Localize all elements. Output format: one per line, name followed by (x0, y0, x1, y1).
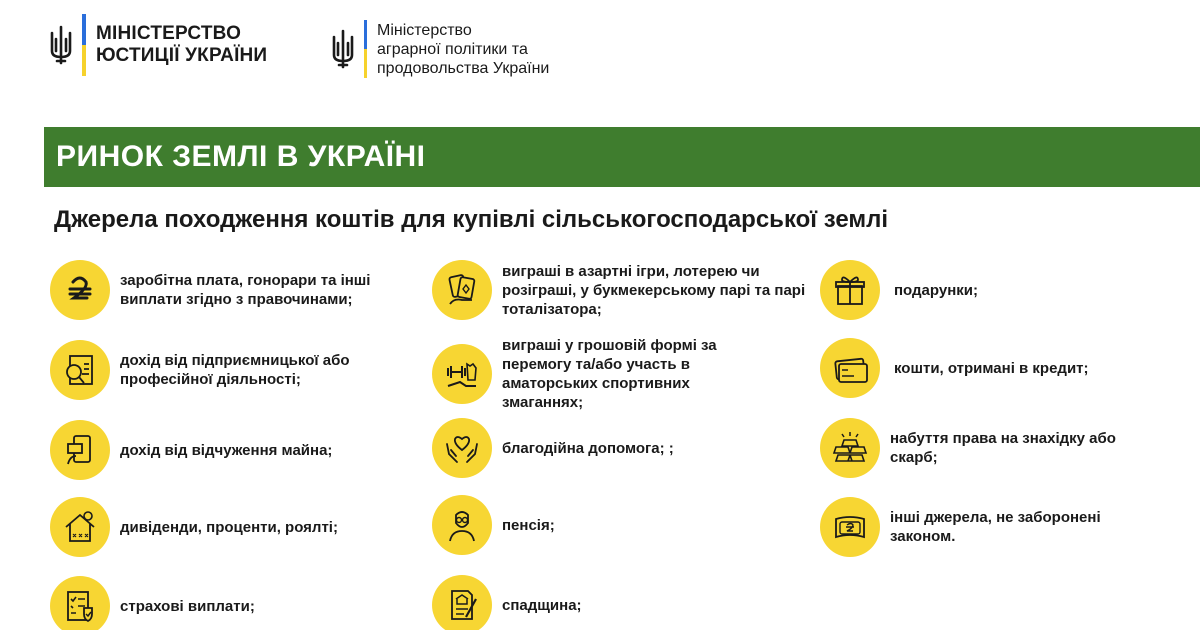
list-item: спадщина; (432, 575, 762, 630)
flag-bar (364, 20, 367, 78)
will-document-icon (432, 575, 492, 630)
list-item: виграші в азартні ігри, лотерею чи розіграші, у букмекерському парі та парі тоталізатора; (432, 260, 812, 320)
list-item: подарунки; (820, 260, 1174, 320)
list-item: страхові виплати; (50, 576, 400, 630)
elderly-person-icon (432, 495, 492, 555)
flag-bar (82, 14, 86, 76)
ministry-justice-name: МІНІСТЕРСТВО ЮСТИЦІЇ УКРАЇНИ (96, 23, 268, 66)
house-growth-icon (50, 497, 110, 557)
title-banner (44, 127, 1200, 187)
list-item: виграші у грошовій формі за перемогу та/або участь в аматорських спортивних змаганнях; (432, 336, 772, 412)
list-item: заробітна плата, гонорари та інші виплати згідно з правочинами; (50, 260, 400, 320)
trident-icon (330, 29, 356, 69)
ministry-agrarian-logo (330, 20, 549, 78)
playing-cards-icon (432, 260, 492, 320)
ministry-justice-logo (48, 14, 267, 76)
credit-card-icon (820, 338, 880, 398)
trident-icon (48, 25, 74, 65)
ministry-agrarian-name: Міністерство аграрної політики та продовольства України (377, 21, 550, 77)
list-item: набуття права на знахідку або скарб; (820, 418, 1140, 478)
list-item: дивіденди, проценти, роялті; (50, 497, 400, 557)
heart-hands-icon (432, 418, 492, 478)
business-document-icon (50, 340, 110, 400)
list-item: кошти, отримані в кредит; (820, 338, 1174, 398)
list-item: пенсія; (432, 495, 762, 555)
banknote-icon (820, 497, 880, 557)
gold-bars-icon (820, 418, 880, 478)
list-item: інші джерела, не заборонені законом. (820, 497, 1150, 557)
list-item: благодійна допомога; ; (432, 418, 762, 478)
insurance-checklist-icon (50, 576, 110, 630)
subtitle: Джерела походження коштів для купівлі сільськогосподарської землі (54, 206, 889, 233)
hryvnia-icon (50, 260, 110, 320)
gift-icon (820, 260, 880, 320)
list-item: дохід від відчуження майна; (50, 420, 400, 480)
list-item: дохід від підприємницької або професійної діяльності; (50, 340, 400, 400)
sports-icon (432, 344, 492, 404)
phone-money-icon (50, 420, 110, 480)
banner-title: РИНОК ЗЕМЛІ В УКРАЇНІ (56, 140, 426, 173)
